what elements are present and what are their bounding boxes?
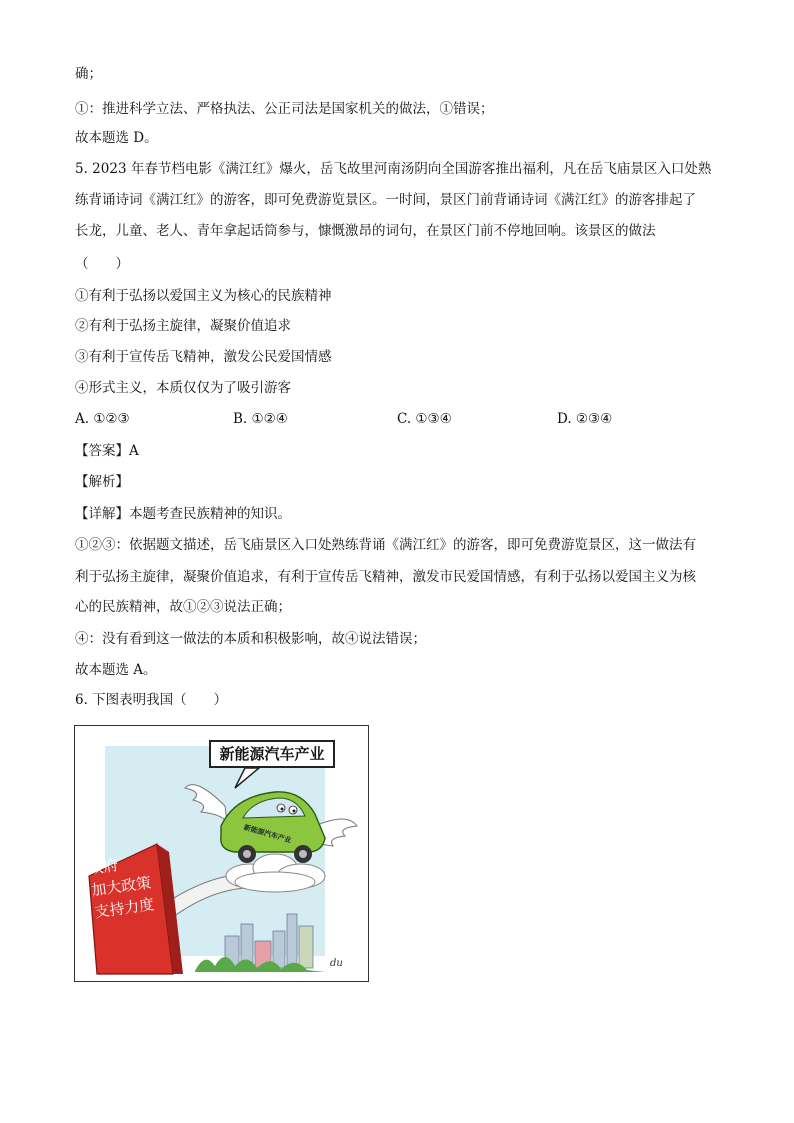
board-line: 政府 — [87, 855, 120, 878]
option-a: A. ①②③ — [75, 411, 130, 427]
answer-blank: （ ） — [75, 256, 129, 272]
statement-4: ④形式主义，本质仅仅为了吸引游客 — [75, 380, 291, 396]
option-c: C. ①③④ — [397, 411, 452, 427]
answer-label: 【答案】A — [75, 443, 139, 459]
text-line: 故本题选 D。 — [75, 130, 158, 146]
car-text: 新能源汽车产业 — [242, 823, 293, 845]
detail-line: 心的民族精神，故①②③说法正确； — [75, 599, 291, 615]
answer-options — [75, 409, 675, 429]
text-line: 确； — [75, 66, 102, 82]
board-line: 支持力度 — [93, 895, 156, 922]
question-6-stem: 6. 下图表明我国（ ） — [75, 692, 228, 708]
detail-line: 利于弘扬主旋律，凝聚价值追求，有利于宣传岳飞精神，激发市民爱国情感，有利于弘扬以爱国主义为核 — [75, 569, 696, 585]
cartoon-figure — [74, 725, 369, 982]
detail-line: 故本题选 A。 — [75, 662, 157, 678]
board-text — [87, 845, 185, 923]
question-5-stem: 练背诵诗词《满江红》的游客，即可免费游览景区。一时间，景区门前背诵诗词《满江红》的游客排起了 — [75, 192, 696, 208]
text-line: ①：推进科学立法、严格执法、公正司法是国家机关的做法，①错误； — [75, 101, 494, 117]
detail-line: 【详解】本题考查民族精神的知识。 — [75, 506, 291, 522]
detail-line: ①②③：依据题文描述，岳飞庙景区入口处熟练背诵《满江红》的游客，即可免费游览景区，这一做法有 — [75, 537, 696, 553]
statement-2: ②有利于弘扬主旋律，凝聚价值追求 — [75, 318, 291, 334]
option-b: B. ①②④ — [233, 411, 288, 427]
industry-label: 新能源汽车产业 — [209, 740, 335, 768]
option-d: D. ②③④ — [557, 411, 613, 427]
detail-line: ④：没有看到这一做法的本质和积极影响，故④说法错误； — [75, 631, 426, 647]
question-5-stem: 长龙，儿童、老人、青年拿起话筒参与，慷慨激昂的词句，在景区门前不停地回响。该景区的做法 — [75, 223, 656, 239]
statement-1: ①有利于弘扬以爱国主义为核心的民族精神 — [75, 288, 332, 304]
artist-signature: du — [330, 958, 343, 969]
question-5-stem: 5. 2023 年春节档电影《满江红》爆火，岳飞故里河南汤阴向全国游客推出福利，凡在岳飞庙景区入口处熟 — [75, 161, 712, 177]
board-line: 加大政策 — [90, 873, 153, 900]
statement-3: ③有利于宣传岳飞精神，激发公民爱国情感 — [75, 349, 332, 365]
analysis-label: 【解析】 — [75, 474, 129, 490]
